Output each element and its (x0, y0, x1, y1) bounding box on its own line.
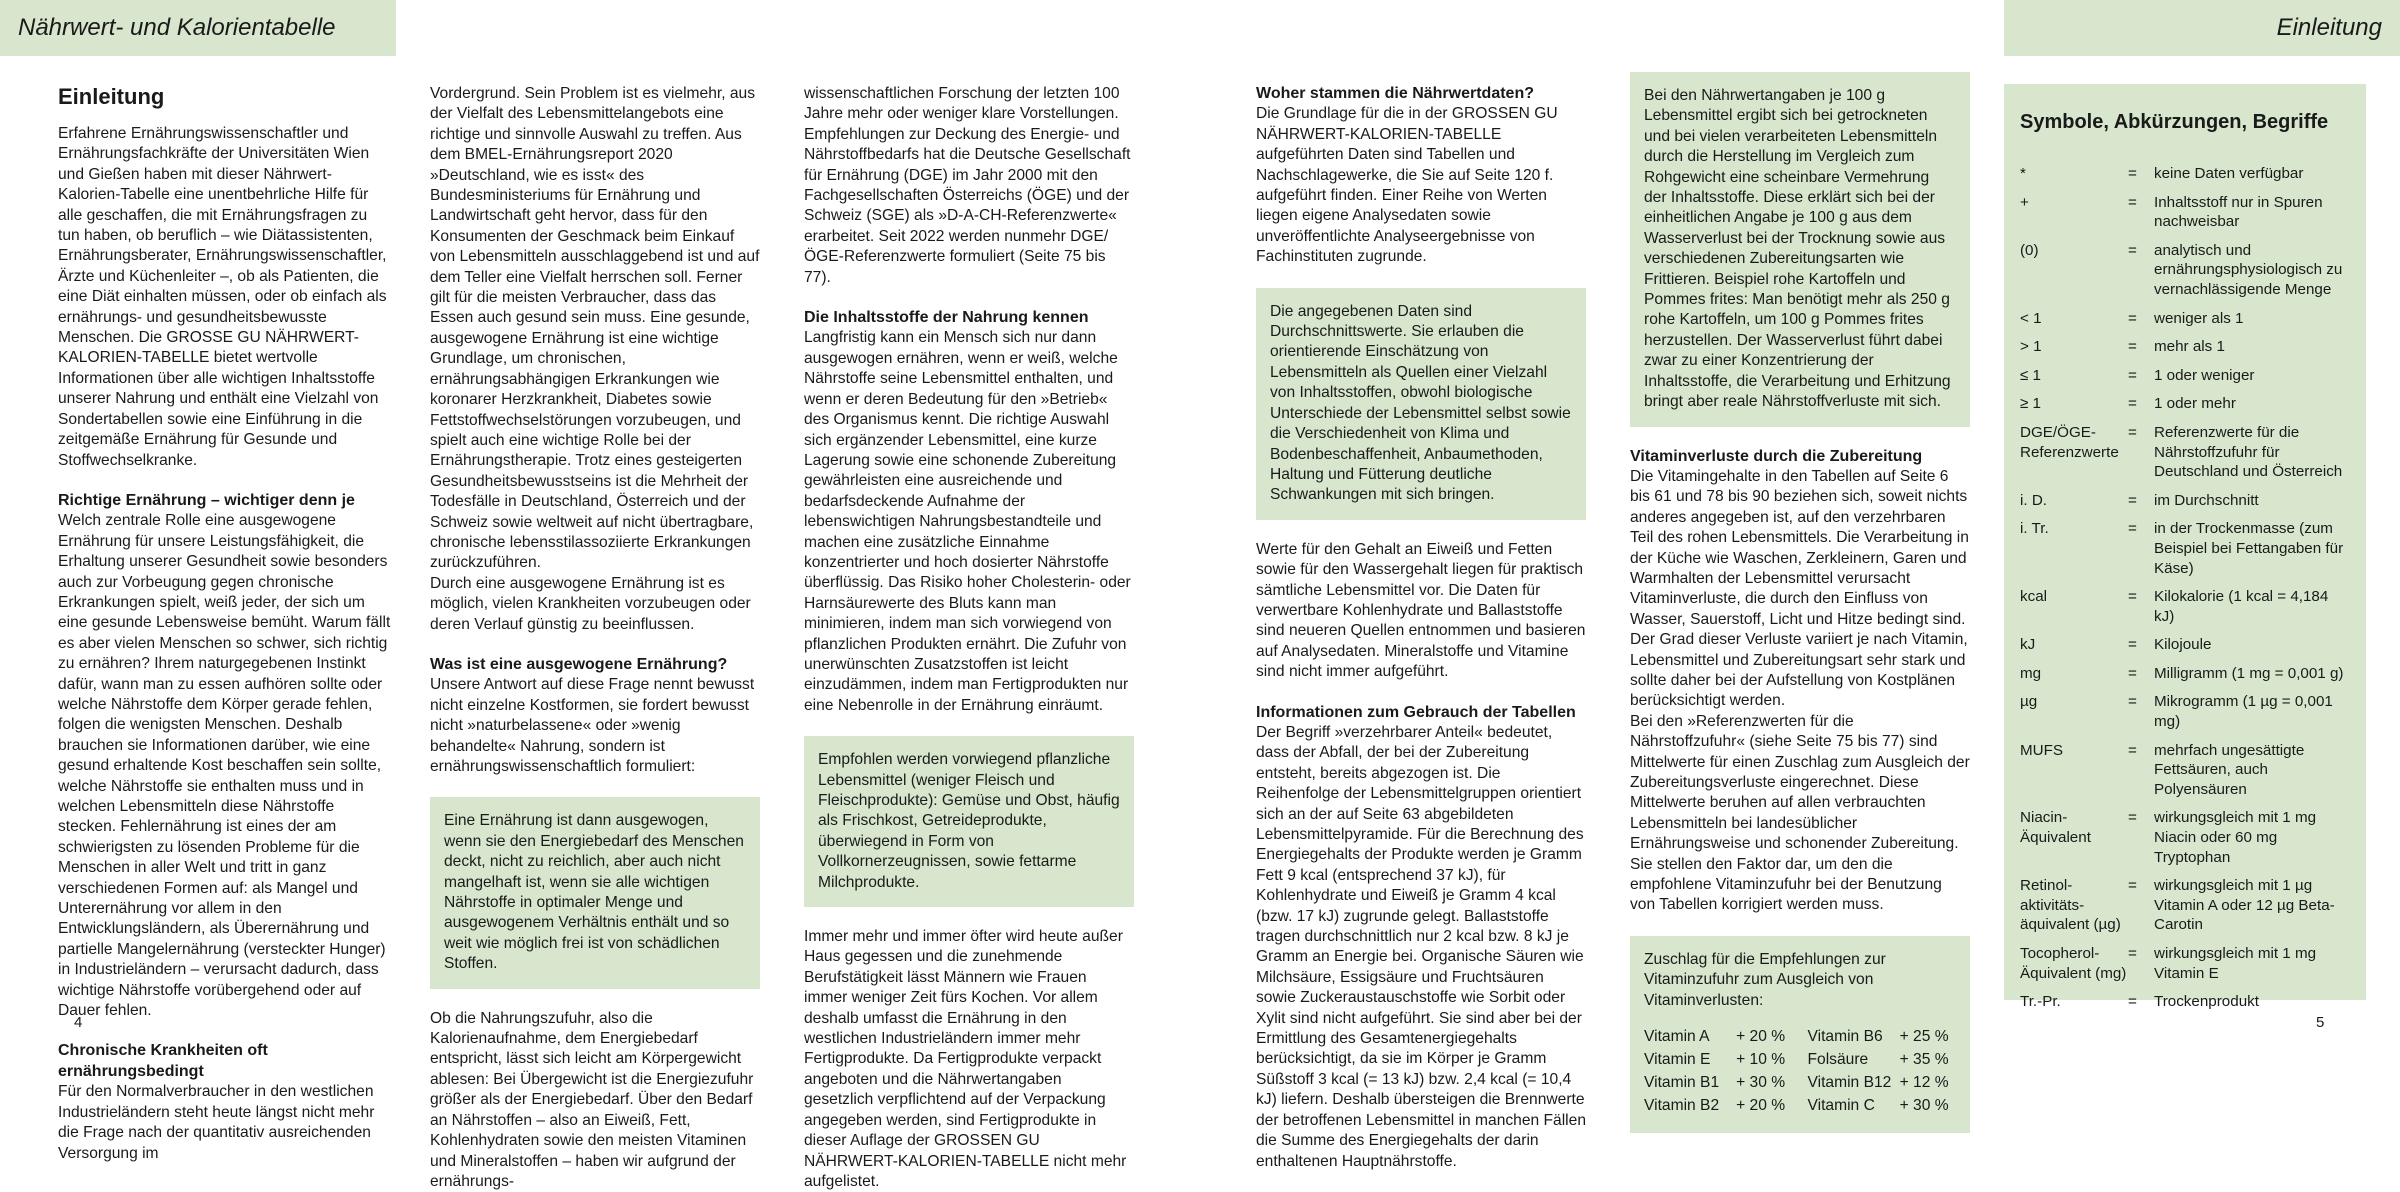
symbol-equals: = (2128, 809, 2137, 827)
symbol-definition: wirkungsgleich mit 1 mg Vitamin E (2154, 945, 2317, 982)
symbol-equals: = (2128, 741, 2137, 759)
symbol-equals: = (2128, 165, 2137, 182)
symbol-term: mg (2020, 664, 2042, 682)
symbol-row (2020, 309, 2350, 329)
section-tag-right-label: Einleitung (2276, 14, 2382, 41)
symbol-row (2020, 366, 2350, 386)
vitamin-name: Vitamin B1 (1644, 1074, 1720, 1092)
vitamin-name: Vitamin A (1644, 1028, 1710, 1046)
paragraph-naehrwertdaten: Die Grundlage für die in der GROSSEN GU NÄHRWERT-KALORIEN-TABELLE aufgeführten Daten sind Tabellen und Nachschlagewerke, die Sie auf Seite 120 f. aufgeführt finden. Einer Reihe von Werten liegen eigene Analysedaten sowie unveröffentlichte Analyseergebnisse von Fachinstituten zugrunde. (1256, 105, 1558, 266)
symbol-term: Tr.-Pr. (2020, 993, 2061, 1011)
vitamin-row (1644, 1073, 1956, 1096)
paragraph-richtige-ernaehrung: Welch zentrale Rolle eine ausgewogene Ernährung für unsere Leistungsfähigkeit, die Erhaltung unserer Gesundheit sowie besonders auch zur Vorbeugung gegen chronische Erkrankungen spielt, weiß jeder, der sich um eine gesunde Lebensweise bemüht. Warum fällt es aber vielen Menschen so schwer, sich richtig zu ernähren? Ihrem naturgegebenen Instinkt dafür, wann man zu essen aufhören sollte oder welche Nährstoffe dem Körper gerade fehlen, folgen die wenigsten Menschen. Deshalb brauchen sie Informationen darüber, wie eine gesund erhaltende Kost beschaffen sein sollte, welche Nährstoffe sie enthalten muss und in welchen Lebensmitteln diese Nährstoffe stecken. Fehlernährung ist eines der am schwierigsten zu lösenden Probleme für die Menschen in aller Welt und tritt in ganz verschiedenen Formen auf: als Mangel und Unterernährung vor allem in den Entwicklungsländern, als Überernährung und partielle Mangelernährung (versteckter Hunger) in Industrieländern – verursacht dadurch, dass wichtige Nährstoffe vorübergehend oder auf Dauer fehlen. (58, 512, 391, 1020)
vitamin-surcharge: + 10 % (1736, 1051, 1786, 1069)
highlight-box-empfehlung (804, 736, 1134, 907)
symbol-equals: = (2128, 491, 2137, 509)
symbols-list (2020, 164, 2350, 1012)
vitamin-surcharge: + 20 % (1736, 1028, 1786, 1046)
column-4 (1256, 84, 1586, 1172)
paragraph-chronische-krankheiten: Für den Normalverbraucher in den westlichen Industrieländern steht heute längst nicht mehr die Frage nach der quantitativ ausreichenden Versorgung im (58, 1083, 375, 1162)
symbol-term: kJ (2020, 636, 2036, 654)
symbols-box (2004, 84, 2366, 1011)
subheading-ausgewogene-ernaehrung: Was ist eine ausgewogene Ernährung? (430, 655, 728, 673)
paragraph-gebrauch-tabellen: Der Begriff »verzehrbarer Anteil« bedeutet, dass der Abfall, der bei der Zubereitung entsteht, bereits abgezogen ist. Die Reihenfolge der Lebensmittelgruppen orientiert sich an der auf Seite 63 abgebildeten Lebensmittelpyramide. Für die Berechnung des Energiegehalts der Produkte werden je Gramm Fett 9 kcal (entsprechend 37 kJ), für Kohlenhydrate und Eiweiß je Gramm 4 kcal (bzw. 17 kJ) zugrunde gelegt. Ballaststoffe tragen durchschnittlich nur 2 kcal bzw. 8 kJ je Gramm an Energie bei. Organische Säuren wie Milchsäure, Essigsäure und Fruchtsäuren sowie Zuckeraustauschstoffe wie Sorbit oder Xylit sind nicht aufgeführt. Sie sind aber bei der Ermittlung des Gesamtenergiegehalts berücksichtigt, da sie im Körper je Gramm Süßstoff 3 kcal (= 13 kJ) bzw. 2,4 kcal (= 10,4 kJ) liefern. Deshalb übersteigen die Brennwerte der betroffenen Lebensmittel in manchen Fällen die Summe des Energiegehalts der darin enthaltenen Hauptnährstoffe. (1256, 723, 1586, 1170)
symbol-row (2020, 876, 2350, 935)
symbol-term: (0) (2020, 241, 2039, 259)
paragraph-inhaltsstoffe: Langfristig kann ein Mensch sich nur dann ausgewogen ernähren, wenn er weiß, welche Nährstoffe seine Lebensmittel enthalten, und wenn er deren Bedeutung für den »Betrieb« des Organismus kennt. Die richtige Auswahl sich ergänzender Lebensmittel, eine kurze Lagerung sowie eine schonende Zubereitung gewährleisten eine ausreichende und bedarfsdeckende Aufnahme der lebenswichtigen Nahrungsbestandteile und machen eine zusätzliche Einnahme konzentrierter und hoch dosierter Nährstoffe überflüssig. Das Risiko hoher Cholesterin- oder Harnsäurewerte des Bluts kann man minimieren, indem man sich vorwiegend von pflanzlichen Produkten ernährt. Die Zufuhr von unerwünschten Zusatzstoffen ist leicht einzudämmen, indem man Fertigprodukten nur eine Nebenrolle in der Ernährung einräumt. (804, 329, 1131, 714)
vitamin-row (1644, 1050, 1956, 1073)
symbol-equals: = (2128, 366, 2137, 384)
vitamin-table (1644, 1027, 1956, 1119)
symbol-equals: = (2128, 664, 2137, 682)
symbol-definition: 1 oder mehr (2154, 395, 2236, 413)
symbol-row (2020, 664, 2350, 684)
vitamin-row (1644, 1096, 1956, 1119)
symbol-definition: Mikrogramm (1 µg = 0,001 mg) (2154, 693, 2333, 731)
paragraph-forschung: wissenschaftlichen Forschung der letzten 100 Jahre mehr oder weniger klare Vorstellungen. Empfehlungen zur Deckung des Energie- und Nährstoffbedarfs hat die Deutsche Gesellschaft für Ernährung (DGE) im Jahr 2000 mit den Fachgesellschaften Österreichs (ÖGE) und der Schweiz (SGE) als »D-A-CH-Referenzwerte« erarbeitet. Seit 2022 werden nunmehr DGE/ÖGE-Referenzwerte formuliert (Seite 75 bis 77). (804, 85, 1131, 286)
subheading-vitaminverluste: Vitaminverluste durch die Zubereitung (1630, 447, 1923, 465)
paragraph-antwort: Unsere Antwort auf diese Frage nennt bewusst nicht einzelne Kostformen, sie fordert bewusst nicht »naturbelassene« oder »wenig behandelte« Nahrung, sondern ist ernährungswissenschaftlich formuliert: (430, 676, 755, 775)
symbol-equals: = (2128, 309, 2137, 327)
symbol-definition: Inhaltsstoff nur in Spuren nachweisbar (2154, 193, 2323, 231)
symbol-definition: analytisch und ernährungsphysiologisch zu vernachlässigende Menge (2154, 241, 2343, 298)
symbol-term: DGE/ÖGE-Referenzwerte (2020, 423, 2119, 461)
column-5 (1630, 72, 1970, 1133)
page-number-left: 4 (74, 1014, 83, 1031)
subheading-naehrwertdaten: Woher stammen die Nährwertdaten? (1256, 85, 1534, 102)
symbol-term: Tocopherol-Äquivalent (mg) (2020, 945, 2127, 982)
symbol-term: i. D. (2020, 491, 2048, 509)
vitamin-name: Vitamin B12 (1807, 1074, 1892, 1092)
vitamin-row (1644, 1027, 1956, 1050)
symbol-definition: Trockenprodukt (2154, 993, 2259, 1011)
symbol-term: µg (2020, 693, 2038, 711)
highlight-box-naehrwertangaben-text: Bei den Nährwertangaben je 100 g Lebensmittel ergibt sich bei getrockneten und bei vielen verarbeiteten Lebensmitteln durch die Herstellung im Vergleich zum Rohgewicht eine scheinbare Vermehrung der Inhaltsstoffe. Diese erklärt sich bei der einheitlichen Angabe je 100 g aus dem Wasserverlust bei der Trocknung sowie aus verschiedenen Zubereitungsarten wie Frittieren. Beispiel rohe Kartoffeln und Pommes frites: Man benötigt mehr als 250 g rohe Kartoffeln, um 100 g Pommes frites herzustellen. Der Wasserverlust führt dabei zwar zu einer Konzentrierung der Inhaltsstoffe, die Verarbeitung und Erhitzung bringt aber reale Nährstoffverluste mit sich. (1644, 87, 1951, 411)
subheading-inhaltsstoffe: Die Inhaltsstoffe der Nahrung kennen (804, 309, 1089, 327)
symbol-row (2020, 241, 2350, 300)
symbol-row (2020, 193, 2350, 232)
column-3 (804, 84, 1134, 1192)
subheading-richtige-ernaehrung: Richtige Ernährung – wichtiger denn je (58, 491, 355, 509)
symbol-definition: mehr als 1 (2154, 338, 2225, 356)
section-tag-left (0, 0, 396, 56)
highlight-box-empfehlung-text: Empfohlen werden vorwiegend pflanzliche Lebensmittel (weniger Fleisch und Fleischprodukte): Gemüse und Obst, häufig als Frischkost, Getreideprodukte, überwiegend in Form von Vollkornerzeugnissen, sowie fettarme Milchprodukte. (818, 751, 1120, 891)
vitamin-box (1630, 936, 1970, 1133)
symbol-definition: im Durchschnitt (2154, 491, 2259, 509)
highlight-box-durchschnittswerte (1256, 288, 1586, 520)
symbol-row (2020, 394, 2350, 414)
symbol-term: Niacin-Äquivalent (2020, 809, 2091, 847)
vitamin-name: Vitamin E (1644, 1051, 1711, 1069)
symbol-row (2020, 164, 2350, 184)
highlight-box-naehrwertangaben (1630, 72, 1970, 427)
symbol-row (2020, 992, 2350, 1012)
vitamin-name: Vitamin B2 (1644, 1097, 1720, 1115)
paragraph-eiweiss-fette: Werte für den Gehalt an Eiweiß und Fetten sowie für den Wassergehalt liegen für praktisch sämtliche Lebensmittel vor. Die Daten für verwertbare Kohlenhydrate und Ballaststoffe sind neueren Quellen entnommen und basieren auf Analysedaten. Mineralstoffe und Vitamine sind nicht immer aufgeführt. (1256, 540, 1586, 681)
column-2 (430, 84, 760, 1192)
vitamin-surcharge: + 20 % (1736, 1097, 1786, 1115)
symbols-title: Symbole, Abkürzungen, Begriffe (2020, 111, 2329, 133)
symbol-definition: 1 oder weniger (2154, 366, 2255, 384)
symbol-term: < 1 (2020, 309, 2042, 327)
symbol-term: + (2020, 193, 2029, 211)
paragraph-referenzwerte: Bei den »Referenzwerten für die Nährstoffzufuhr« (siehe Seite 75 bis 77) sind Mittelwerte für einen Zuschlag zum Ausgleich der Zubereitungsverluste eingerechnet. Diese Mittelwerte beruhen auf allen verbrauchten Lebensmitteln bei landesüblicher Ernährungsweise und schonender Zubereitung. Sie stellen den Faktor dar, um den die empfohlene Vitaminzufuhr bei der Benutzung von Tabellen korrigiert werden muss. (1630, 712, 1970, 914)
symbol-definition: keine Daten verfügbar (2154, 165, 2304, 182)
vitamin-name: Folsäure (1807, 1051, 1869, 1069)
symbol-equals: = (2128, 945, 2137, 962)
subheading-gebrauch-tabellen: Informationen zum Gebrauch der Tabellen (1256, 703, 1576, 721)
column-1 (58, 84, 393, 1164)
symbol-definition: wirkungsgleich mit 1 mg Niacin oder 60 mg Tryptophan (2154, 809, 2317, 866)
highlight-box-durchschnittswerte-text: Die angegebenen Daten sind Durchschnittswerte. Sie erlauben die orientierende Einschätzung von Lebensmitteln als Quellen einer Vielzahl von Inhaltsstoffen, obwohl biologische Unterschiede der Lebensmittel selbst sowie die Verschiedenheit von Klima und Bodenbeschaffenheit, Anbaumethoden, Haltung und Fütterung deutliche Schwankungen mit sich bringen. (1270, 302, 1571, 504)
symbol-row (2020, 808, 2350, 867)
vitamin-surcharge: + 30 % (1899, 1097, 1949, 1115)
symbol-definition: mehrfach ungesättigte Fettsäuren, auch Polyensäuren (2154, 741, 2305, 798)
page-title: Einleitung (58, 84, 165, 109)
vitamin-name: Vitamin C (1807, 1097, 1875, 1115)
subheading-chronische-krankheiten: Chronische Krankheiten oft ernährungsbedingt (58, 1042, 268, 1080)
symbol-definition: weniger als 1 (2154, 309, 2244, 327)
symbol-equals: = (2128, 993, 2137, 1011)
vitamin-surcharge: + 35 % (1899, 1051, 1949, 1069)
symbol-equals: = (2128, 423, 2137, 441)
symbol-row (2020, 692, 2350, 731)
symbol-term: kcal (2020, 588, 2048, 606)
symbol-term: MUFS (2020, 741, 2064, 759)
symbol-row (2020, 337, 2350, 357)
paragraph-fertigprodukte: Immer mehr und immer öfter wird heute außer Haus gegessen und die zunehmende Berufstätigkeit lässt Männern wie Frauen immer weniger Zeit fürs Kochen. Vor allem deshalb umfasst die Ernährung in den westlichen Industrieländern immer mehr Fertigprodukte. Da Fertigprodukte verpackt angeboten und die Nährwertangaben gesetzlich verpflichtend auf der Verpackung angegeben werden, sind Fertigprodukte in dieser Auflage der GROSSEN GU NÄHRWERT-KALORIEN-TABELLE nicht mehr aufgelistet. (804, 928, 1127, 1190)
paragraph-vordergrund: Vordergrund. Sein Problem ist es vielmehr, aus der Vielfalt des Lebensmittelangebots eine richtige und sinnvolle Auswahl zu treffen. Aus dem BMEL-Ernährungsreport 2020 »Deutschland, wie es isst« des Bundesministeriums für Ernährung und Landwirtschaft geht hervor, dass für den Konsumenten der Geschmack beim Einkauf von Lebensmitteln ausschlaggebend ist und auf dem Teller eine Vielfalt herrschen soll. Ferner gilt für die meisten Verbraucher, dass das Essen auch gesund sein muss. Eine gesunde, ausgewogene Ernährung ist eine wichtige Grundlage, um chronischen, ernährungsabhängigen Erkrankungen wie koronarer Herzkrankheit, Diabetes sowie Fettstoffwechselstörungen vorzubeugen, und spielt auch eine wichtige Rolle bei der Ernährungstherapie. Trotz eines gesteigerten Gesundheitsbewusstseins ist die Mehrheit der Todesfälle in Deutschland, Österreich und der Schweiz sowie weltweit auf nicht übertragbare, chronische lebensstilassoziierte Erkrankungen zurückzuführen. (430, 85, 760, 572)
paragraph-ausgewogene-ernaehrung: Durch eine ausgewogene Ernährung ist es möglich, vielen Krankheiten vorzubeugen oder deren Verlauf günstig zu beeinflussen. (430, 574, 751, 633)
symbol-term: Retinol-aktivitäts-äquivalent (µg) (2020, 877, 2121, 934)
symbol-definition: Milligramm (1 mg = 0,001 g) (2154, 664, 2344, 682)
symbol-equals: = (2128, 520, 2137, 538)
vitamin-surcharge: + 12 % (1899, 1074, 1949, 1092)
symbol-equals: = (2128, 395, 2137, 413)
symbol-definition: wirkungsgleich mit 1 µg Vitamin A oder 12 µg Beta-Carotin (2154, 877, 2335, 934)
page-number-right: 5 (2316, 1014, 2325, 1031)
intro-paragraph: Erfahrene Ernährungswissenschaftler und Ernährungsfachkräfte der Universitäten Wien und Gießen haben mit dieser Nährwert-Kalorien-Tabelle eine unentbehrliche Hilfe für alle geschaffen, die mit Ernährungsfragen zu tun haben, ob beruflich – wie Diätassistenten, Ernährungsberater, Ernährungswissenschaftler, Ärzte und Küchenleiter –, ob als Patienten, die eine Diät einhalten müssen, oder ob einfach als ernährungs- und gesundheitsbewusste Menschen. Die GROSSE GU NÄHRWERT-KALORIEN-TABELLE bietet wertvolle Informationen über alle wichtigen Inhaltsstoffe unserer Nahrung und enthält eine Vielzahl von Sondertabellen sowie eine Einführung in die zeitgemäße Ernährung für Gesunde und Stoffwechselkranke. (58, 125, 387, 469)
symbol-equals: = (2128, 693, 2137, 711)
highlight-box-definition-text: Eine Ernährung ist dann ausgewogen, wenn sie den Energiebedarf des Menschen deckt, nicht zu reichlich, aber auch nicht mangelhaft ist, wenn sie alle wichtigen Nährstoffe in optimaler Menge und ausgewogenem Verhältnis enthält und so weit wie möglich frei ist von schädlichen Stoffen. (444, 812, 744, 973)
section-tag-right (2004, 0, 2400, 56)
symbol-definition: Kilojoule (2154, 636, 2212, 654)
vitamin-name: Vitamin B6 (1807, 1028, 1883, 1046)
paragraph-vitaminverluste: Die Vitamingehalte in den Tabellen auf Seite 6 bis 61 und 78 bis 90 beziehen sich, soweit nichts anderes angegeben ist, auf den verzehrbaren Teil des rohen Lebensmittels. Die Verarbeitung in der Küche wie Waschen, Zerkleinern, Garen und Warmhalten der Lebensmittel verursacht Vitaminverluste, die durch den Einfluss von Wasser, Sauerstoff, Licht und Hitze bedingt sind. Der Grad dieser Verluste variiert je nach Vitamin, Lebensmittel und Zubereitungsart sehr stark und sollte daher bei der Aufstellung von Kostplänen berücksichtigt werden. (1630, 467, 1969, 710)
symbol-equals: = (2128, 338, 2137, 356)
vitamin-surcharge: + 25 % (1899, 1028, 1949, 1046)
symbol-row (2020, 423, 2350, 482)
highlight-box-definition (430, 797, 760, 988)
symbol-equals: = (2128, 588, 2137, 606)
section-tag-left-label: Nährwert- und Kalorientabelle (18, 14, 336, 41)
paragraph-nahrungszufuhr: Ob die Nahrungszufuhr, also die Kalorienaufnahme, dem Energiebedarf entspricht, lässt sich leicht am Körpergewicht ablesen: Bei Übergewicht ist die Energiezufuhr größer als der Energiebedarf. Über den Bedarf an Nährstoffen – also an Eiweiß, Fett, Kohlenhydraten sowie den meisten Vitaminen und Mineralstoffen – haben wir aufgrund der ernährungs- (430, 1009, 754, 1190)
symbol-term: ≤ 1 (2020, 366, 2042, 384)
symbol-row (2020, 491, 2350, 511)
symbol-equals: = (2128, 877, 2137, 895)
symbol-definition: Referenzwerte für die Nährstoffzufuhr für Deutschland und Österreich (2154, 423, 2343, 481)
symbol-definition: Kilokalorie (1 kcal = 4,184 kJ) (2154, 588, 2329, 625)
symbol-row (2020, 944, 2350, 983)
symbol-equals: = (2128, 193, 2137, 211)
symbol-equals: = (2128, 241, 2137, 259)
symbol-term: * (2020, 165, 2026, 182)
symbol-term: i. Tr. (2020, 520, 2049, 538)
symbol-row (2020, 519, 2350, 578)
symbol-row (2020, 635, 2350, 655)
vitamin-surcharge: + 30 % (1736, 1074, 1786, 1092)
symbol-definition: in der Trockenmasse (zum Beispiel bei Fettangaben für Käse) (2154, 520, 2344, 577)
symbol-term: ≥ 1 (2020, 395, 2042, 413)
symbol-row (2020, 587, 2350, 626)
symbol-equals: = (2128, 636, 2137, 654)
vitamin-box-title: Zuschlag für die Empfehlungen zur Vitaminzufuhr zum Ausgleich von Vitaminverlusten: (1644, 950, 1886, 1009)
symbol-term: > 1 (2020, 338, 2042, 356)
symbol-row (2020, 741, 2350, 800)
